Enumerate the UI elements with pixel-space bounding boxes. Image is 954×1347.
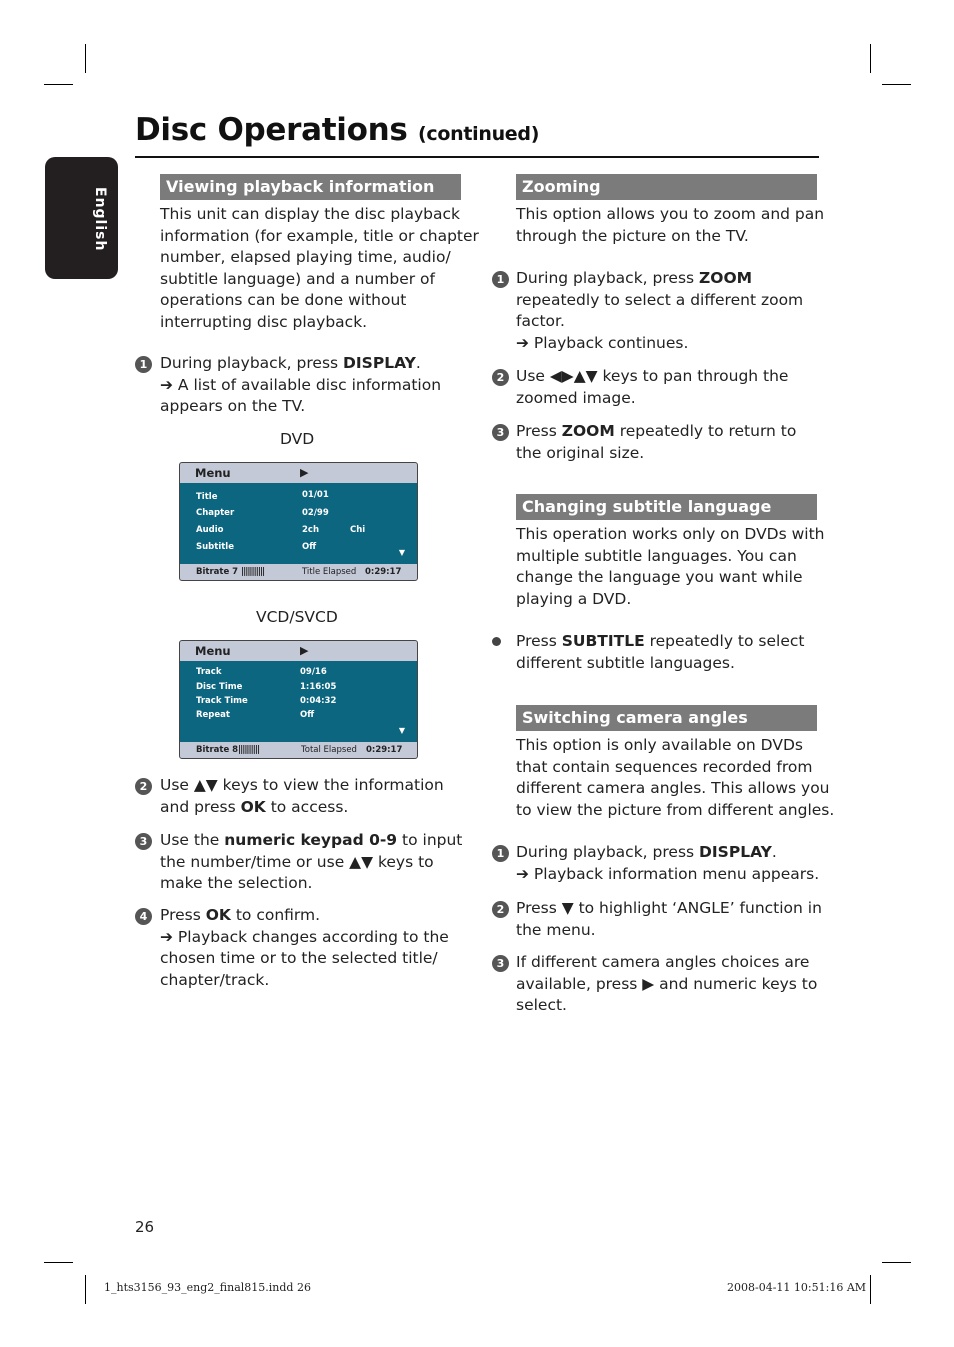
osd-row-value: 2ch xyxy=(302,525,320,535)
osd-bottom-bar xyxy=(180,742,417,758)
crop-mark xyxy=(44,1262,73,1263)
key-name: DISPLAY xyxy=(699,843,772,861)
osd-menu-label: Menu xyxy=(195,466,231,480)
osd-row-label: Title xyxy=(196,492,218,502)
text-line: This unit can display the disc playback xyxy=(160,205,460,223)
text-line: different camera angles. This allows you xyxy=(516,779,830,797)
text-line: the number/time or use ▲▼ keys to xyxy=(160,852,434,871)
text-line: interrupting disc playback. xyxy=(160,312,368,331)
osd-elapsed-label: Title Elapsed xyxy=(302,567,357,577)
text-span: Use the xyxy=(160,831,225,849)
text-line: number, elapsed playing time, audio/ xyxy=(160,248,451,266)
text-span: to confirm. xyxy=(230,906,321,924)
crop-mark xyxy=(85,1275,86,1304)
vcd-caption: VCD/SVCD xyxy=(256,608,338,626)
text-line: through the picture on the TV. xyxy=(516,226,749,245)
text-line: This operation works only on DVDs with xyxy=(516,525,825,543)
text-line xyxy=(160,353,441,375)
step-number: 1 xyxy=(135,356,152,373)
scroll-down-icon: ▼ xyxy=(398,726,405,735)
play-arrow-icon: ▶ xyxy=(300,644,309,657)
text-line: If different camera angles choices are xyxy=(516,953,810,971)
step-number: 4 xyxy=(135,908,152,925)
text-span: During playback, press xyxy=(516,843,700,861)
osd-row-value: 0:04:32 xyxy=(300,696,337,706)
text-line: Use ◀▶▲▼ keys to pan through the xyxy=(516,367,789,385)
osd-row-label: Chapter xyxy=(196,508,235,518)
scroll-down-icon: ▼ xyxy=(398,548,405,557)
page-title-text: Disc Operations xyxy=(135,112,408,148)
text-line: available, press ▶ and numeric keys to xyxy=(516,974,818,993)
angles-step-2 xyxy=(516,898,822,941)
language-tab-label: English xyxy=(92,187,108,252)
text-span: to access. xyxy=(265,797,349,816)
osd-row-value: 09/16 xyxy=(300,667,327,677)
text-line: the original size. xyxy=(516,443,645,462)
text-span: repeatedly to select xyxy=(644,632,805,650)
angles-intro xyxy=(516,735,834,821)
text-line: factor. xyxy=(516,312,565,330)
text-line: different subtitle languages. xyxy=(516,653,735,672)
text-span: Press xyxy=(516,422,562,440)
crop-mark xyxy=(882,1262,911,1263)
osd-bitrate: Bitrate 8 xyxy=(196,745,239,755)
osd-row-label: Track xyxy=(196,667,222,677)
subtitle-bullet xyxy=(516,631,804,674)
text-line xyxy=(160,905,449,927)
osd-row-value: Off xyxy=(302,542,317,552)
text-span: Press xyxy=(516,632,562,650)
text-line xyxy=(160,797,444,819)
osd-row-label: Subtitle xyxy=(196,542,234,552)
osd-row-value: Off xyxy=(300,710,315,720)
bullet-icon xyxy=(492,637,501,646)
footer-filename: 1_hts3156_93_eng2_final815.indd 26 xyxy=(104,1281,311,1294)
step-number: 3 xyxy=(492,424,509,441)
osd-row-value: 01/01 xyxy=(302,490,329,500)
key-name: DISPLAY xyxy=(343,354,416,372)
play-arrow-icon: ▶ xyxy=(300,466,309,479)
crop-mark xyxy=(44,84,73,85)
text-span: and press xyxy=(160,797,241,816)
text-line: change the language you want while xyxy=(516,568,803,586)
key-name: numeric keypad 0-9 xyxy=(224,831,398,849)
text-line: playing a DVD. xyxy=(516,589,632,608)
osd-row-value: 02/99 xyxy=(302,508,329,518)
text-span: During playback, press xyxy=(160,354,344,372)
text-line xyxy=(516,421,796,443)
osd-row-value: 1:16:05 xyxy=(300,682,337,692)
text-span: . xyxy=(415,354,421,372)
text-line: repeatedly to select a different zoom xyxy=(516,290,804,309)
text-span: to input xyxy=(397,831,463,849)
text-line: This option is only available on DVDs xyxy=(516,736,803,754)
footer-timestamp: 2008-04-11 10:51:16 AM xyxy=(727,1281,867,1294)
crop-mark xyxy=(870,1275,871,1304)
zooming-step-1 xyxy=(516,268,803,354)
viewing-step-4 xyxy=(160,905,449,991)
angles-step-3 xyxy=(516,952,817,1017)
zooming-intro xyxy=(516,204,824,247)
text-line: chapter/track. xyxy=(160,970,270,989)
bitrate-bars-icon: |||||||||| xyxy=(238,745,260,755)
text-line: make the selection. xyxy=(160,874,313,892)
text-line xyxy=(516,268,803,290)
text-line: to view the picture from different angles. xyxy=(516,800,835,819)
osd-row-label: Track Time xyxy=(196,696,248,706)
text-line: that contain sequences recorded from xyxy=(516,757,813,776)
text-span: repeatedly to return to xyxy=(614,422,797,440)
text-line: ➔ Playback changes according to the xyxy=(160,927,449,946)
page-title xyxy=(135,112,539,148)
text-line: chosen time or to the selected title/ xyxy=(160,949,438,967)
text-line: the menu. xyxy=(516,920,596,939)
osd-menu-label: Menu xyxy=(195,644,231,658)
osd-bottom-bar xyxy=(180,564,417,580)
crop-mark xyxy=(870,44,871,73)
crop-mark xyxy=(882,84,911,85)
viewing-intro xyxy=(160,204,479,333)
text-span: Press xyxy=(160,906,206,924)
text-line: appears on the TV. xyxy=(160,397,306,415)
key-name: OK xyxy=(205,906,231,924)
osd-row-extra: Chi xyxy=(350,525,366,535)
text-line: operations can be done without xyxy=(160,291,407,309)
text-line: subtitle language) and a number of xyxy=(160,269,435,288)
key-name: OK xyxy=(240,797,266,816)
text-line: ➔ A list of available disc information xyxy=(160,375,442,394)
text-line: Press ▼ to highlight ‘ANGLE’ function in xyxy=(516,899,822,917)
step-number: 3 xyxy=(492,955,509,972)
osd-elapsed-value: 0:29:17 xyxy=(366,745,403,755)
osd-elapsed-label: Total Elapsed xyxy=(301,745,357,755)
osd-row-label: Repeat xyxy=(196,710,230,720)
text-line xyxy=(516,842,819,864)
step-number: 2 xyxy=(492,901,509,918)
vcd-osd-menu xyxy=(179,640,418,759)
section-heading-angles: Switching camera angles xyxy=(516,705,817,731)
text-line: select. xyxy=(516,996,567,1014)
dvd-caption: DVD xyxy=(280,430,315,448)
step-number: 2 xyxy=(492,369,509,386)
page-title-continued: (continued) xyxy=(418,123,540,145)
text-line: information (for example, title or chapter xyxy=(160,226,479,245)
step-number: 2 xyxy=(135,778,152,795)
text-span: During playback, press xyxy=(516,269,700,287)
text-line xyxy=(160,830,462,852)
section-heading-zooming: Zooming xyxy=(516,174,817,200)
step-number: 3 xyxy=(135,833,152,850)
angles-step-1 xyxy=(516,842,819,885)
section-heading-subtitle: Changing subtitle language xyxy=(516,494,817,520)
osd-row-label: Disc Time xyxy=(196,682,243,692)
zooming-step-3 xyxy=(516,421,796,464)
text-line: Use ▲▼ keys to view the information xyxy=(160,776,444,794)
osd-top-bar xyxy=(180,641,417,661)
title-rule xyxy=(135,156,819,158)
text-line: This option allows you to zoom and pan xyxy=(516,205,825,223)
key-name: SUBTITLE xyxy=(561,632,645,650)
section-heading-viewing: Viewing playback information xyxy=(160,174,461,200)
osd-top-bar xyxy=(180,463,417,483)
bitrate-bars-icon: ||||||||||| xyxy=(241,567,265,577)
viewing-step-1 xyxy=(160,353,441,418)
text-line: zoomed image. xyxy=(516,388,636,407)
step-number: 1 xyxy=(492,271,509,288)
text-span: . xyxy=(771,843,777,861)
text-line: multiple subtitle languages. You can xyxy=(516,546,797,565)
text-line: ➔ Playback continues. xyxy=(516,333,689,352)
zooming-step-2 xyxy=(516,366,788,409)
osd-row-label: Audio xyxy=(196,525,224,535)
dvd-osd-menu xyxy=(179,462,418,581)
crop-mark xyxy=(85,44,86,73)
text-line: ➔ Playback information menu appears. xyxy=(516,864,820,883)
step-number: 1 xyxy=(492,845,509,862)
viewing-step-2 xyxy=(160,775,444,818)
key-name: ZOOM xyxy=(561,422,615,440)
text-line xyxy=(516,631,804,653)
osd-bitrate: Bitrate 7 xyxy=(196,567,239,577)
subtitle-intro xyxy=(516,524,825,610)
key-name: ZOOM xyxy=(699,269,753,287)
viewing-step-3 xyxy=(160,830,462,895)
page-number: 26 xyxy=(135,1218,155,1236)
osd-elapsed-value: 0:29:17 xyxy=(365,567,402,577)
